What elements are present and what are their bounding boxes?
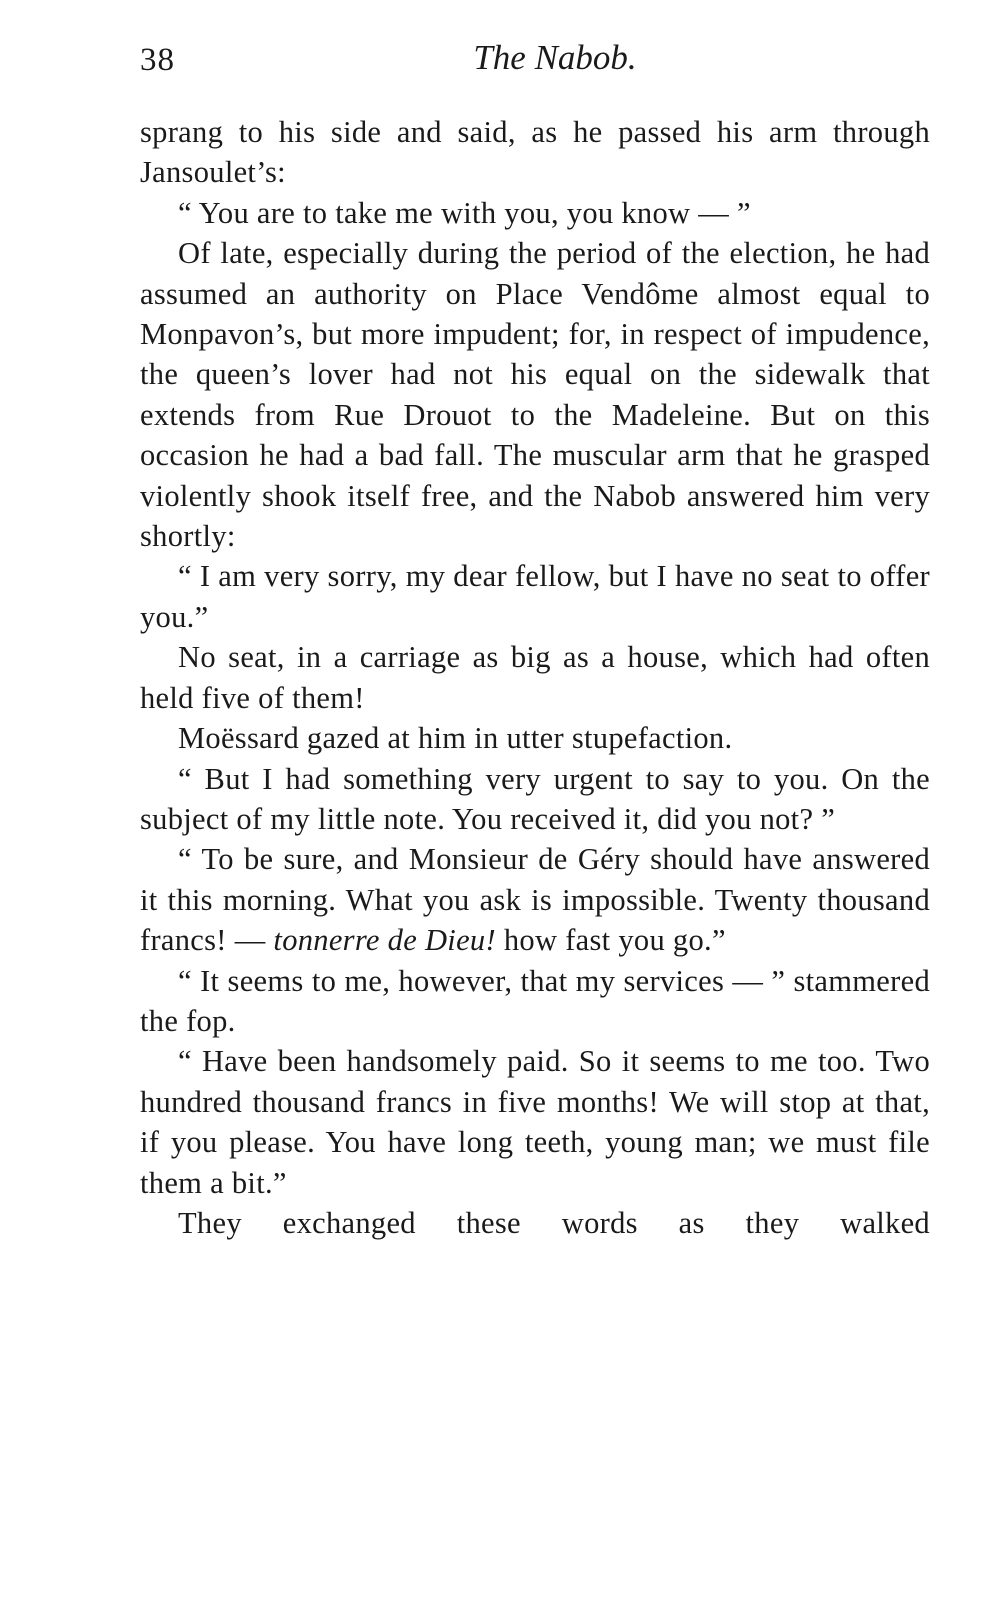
paragraph: They exchanged these words as they walked bbox=[178, 1205, 930, 1240]
paragraph-text: “ To be sure, and Monsieur de Géry should have answered it this morning. What you ask is impossible. Twenty thousand francs! — bbox=[140, 842, 930, 958]
paragraph: “ But I had something very urgent to say to you. On the subject of my little note. You received it, did you not? ” bbox=[140, 761, 930, 836]
paragraph: “ Have been handsomely paid. So it seems to me too. Two hundred thousand francs in five months! We will stop at that, if you please. You have long teeth, young man; we must file them a bit.” bbox=[140, 1044, 930, 1200]
body-text bbox=[140, 112, 930, 1243]
page-number: 38 bbox=[140, 42, 175, 78]
running-header bbox=[140, 38, 930, 88]
paragraph: “ You are to take me with you, you know — ” bbox=[178, 195, 751, 230]
paragraph bbox=[140, 839, 930, 960]
paragraph: Of late, especially during the period of the election, he had assumed an authority on Place Vendôme almost equal to Monpavon’s, but more impudent; for, in respect of impudence, the queen’s lover had not his equal on the sidewalk that extends from Rue Drouot to the Madeleine. But on this occasion he had a bad fall. The muscular arm that he grasped violently shook itself free, and the Nabob answered him very shortly: bbox=[140, 236, 930, 554]
running-title: The Nabob. bbox=[473, 38, 637, 77]
paragraph-text: how fast you go.” bbox=[495, 923, 726, 958]
paragraph: No seat, in a carriage as big as a house, which had often held five of them! bbox=[140, 640, 930, 715]
paragraph: “ It seems to me, however, that my services — ” stammered the fop. bbox=[140, 963, 930, 1038]
italic-phrase: tonnerre de Dieu! bbox=[273, 923, 496, 958]
paragraph: “ I am very sorry, my dear fellow, but I have no seat to offer you.” bbox=[140, 559, 930, 634]
paragraph: Moëssard gazed at him in utter stupefaction. bbox=[178, 721, 733, 756]
paragraph: sprang to his side and said, as he passed his arm through Jansoulet’s: bbox=[140, 115, 930, 190]
